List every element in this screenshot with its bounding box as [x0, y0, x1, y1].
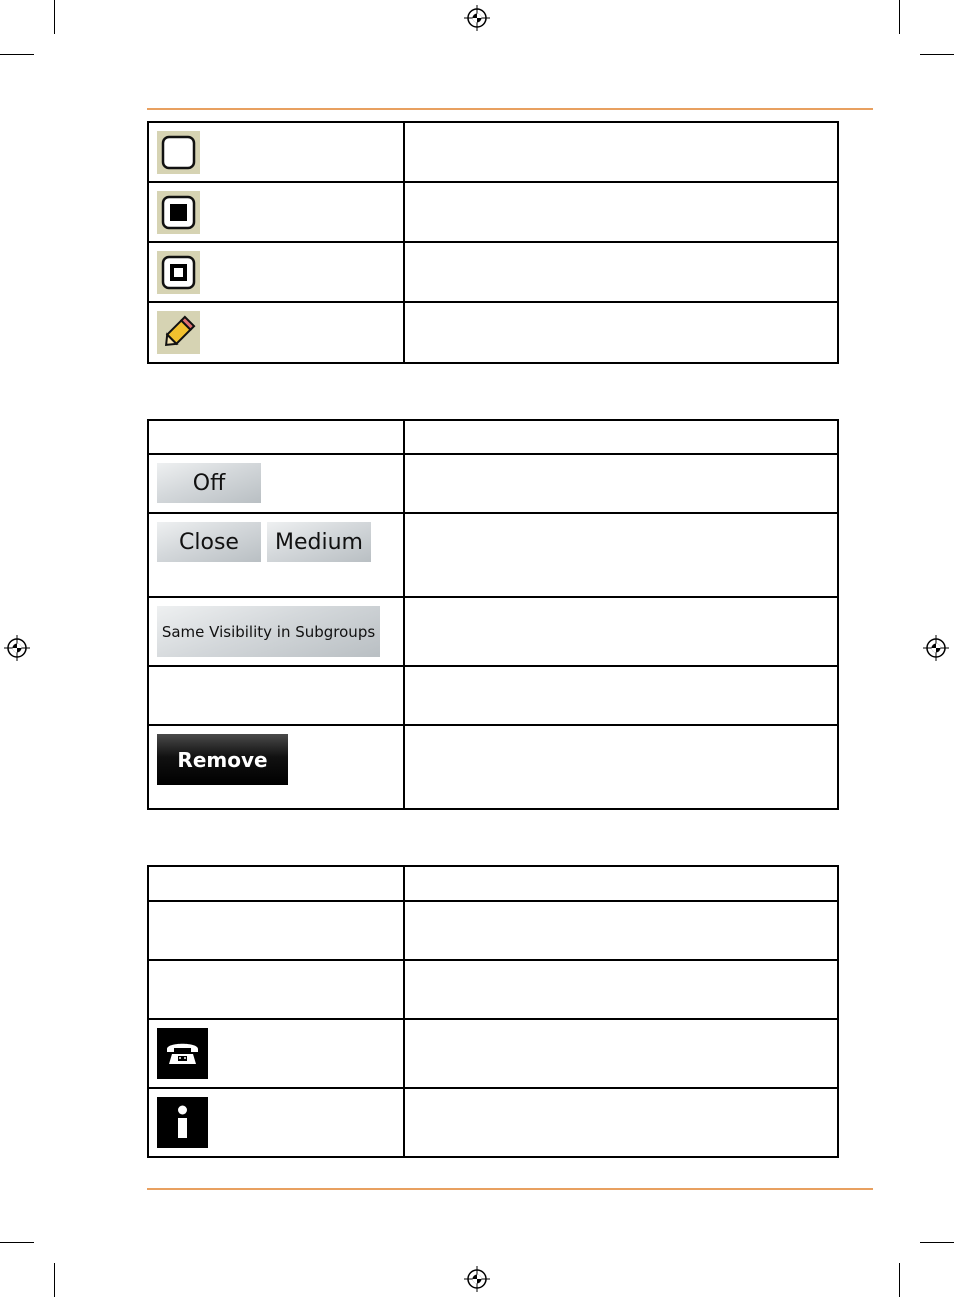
button-table: [147, 419, 839, 810]
registration-mark-top-icon: [464, 5, 490, 31]
table-row: [148, 960, 838, 1019]
symbol-cell: [148, 960, 404, 1019]
symbol-table: [147, 865, 839, 1158]
description-cell: [404, 666, 838, 725]
symbol-cell: [148, 1019, 404, 1088]
icon-cell: [148, 242, 404, 302]
table-header-row: [148, 420, 838, 454]
crop-mark-bottom-left-horizontal: [0, 1242, 34, 1243]
button-cell: [148, 513, 404, 597]
table-row: [148, 1088, 838, 1157]
registration-mark-bottom-icon: [464, 1266, 490, 1292]
button-cell: [148, 454, 404, 513]
table-row: [148, 454, 838, 513]
description-cell: [404, 1088, 838, 1157]
remove-button[interactable]: Remove: [157, 734, 288, 785]
description-cell: [404, 1019, 838, 1088]
checkbox-partial-icon: [157, 251, 200, 294]
symbol-cell: [148, 901, 404, 960]
button-cell: [148, 666, 404, 725]
icon-cell: [148, 302, 404, 363]
info-icon: [157, 1097, 208, 1148]
registration-mark-left-icon: [4, 635, 30, 661]
crop-mark-top-left-vertical: [54, 0, 55, 34]
table-row: [148, 725, 838, 809]
description-cell: [404, 182, 838, 242]
symbol-cell: [148, 1088, 404, 1157]
pencil-icon: [157, 311, 200, 354]
table-row: [148, 1019, 838, 1088]
header-cell: [148, 420, 404, 454]
description-cell: [404, 242, 838, 302]
icon-table-checkboxes: [147, 121, 839, 364]
table-row: [148, 666, 838, 725]
checkbox-empty-icon: [157, 131, 200, 174]
table-row: [148, 302, 838, 363]
table-header-row: [148, 866, 838, 901]
crop-mark-top-left-horizontal: [0, 54, 34, 55]
button-cell: [148, 597, 404, 666]
off-button[interactable]: Off: [157, 463, 261, 503]
description-cell: [404, 122, 838, 182]
description-cell: [404, 513, 838, 597]
description-cell: [404, 597, 838, 666]
table-row: [148, 901, 838, 960]
header-cell: [404, 866, 838, 901]
telephone-icon: [157, 1028, 208, 1079]
header-cell: [404, 420, 838, 454]
description-cell: [404, 725, 838, 809]
registration-mark-right-icon: [923, 635, 949, 661]
table-row: [148, 122, 838, 182]
header-rule: [147, 108, 873, 110]
crop-mark-top-right-horizontal: [920, 54, 954, 55]
description-cell: [404, 901, 838, 960]
table-row: [148, 597, 838, 666]
footer-rule: [147, 1188, 873, 1190]
checkbox-filled-icon: [157, 191, 200, 234]
crop-mark-top-right-vertical: [899, 0, 900, 34]
same-visibility-in-subgroups-button[interactable]: Same Visibility in Subgroups: [157, 606, 380, 657]
close-button[interactable]: Close: [157, 522, 261, 562]
description-cell: [404, 454, 838, 513]
description-cell: [404, 960, 838, 1019]
crop-mark-bottom-right-vertical: [899, 1263, 900, 1297]
table-row: [148, 242, 838, 302]
button-cell: [148, 725, 404, 809]
table-row: [148, 182, 838, 242]
medium-button[interactable]: Medium: [267, 522, 371, 562]
crop-mark-bottom-left-vertical: [54, 1263, 55, 1297]
icon-cell: [148, 122, 404, 182]
crop-mark-bottom-right-horizontal: [920, 1242, 954, 1243]
header-cell: [148, 866, 404, 901]
table-row: [148, 513, 838, 597]
icon-cell: [148, 182, 404, 242]
description-cell: [404, 302, 838, 363]
